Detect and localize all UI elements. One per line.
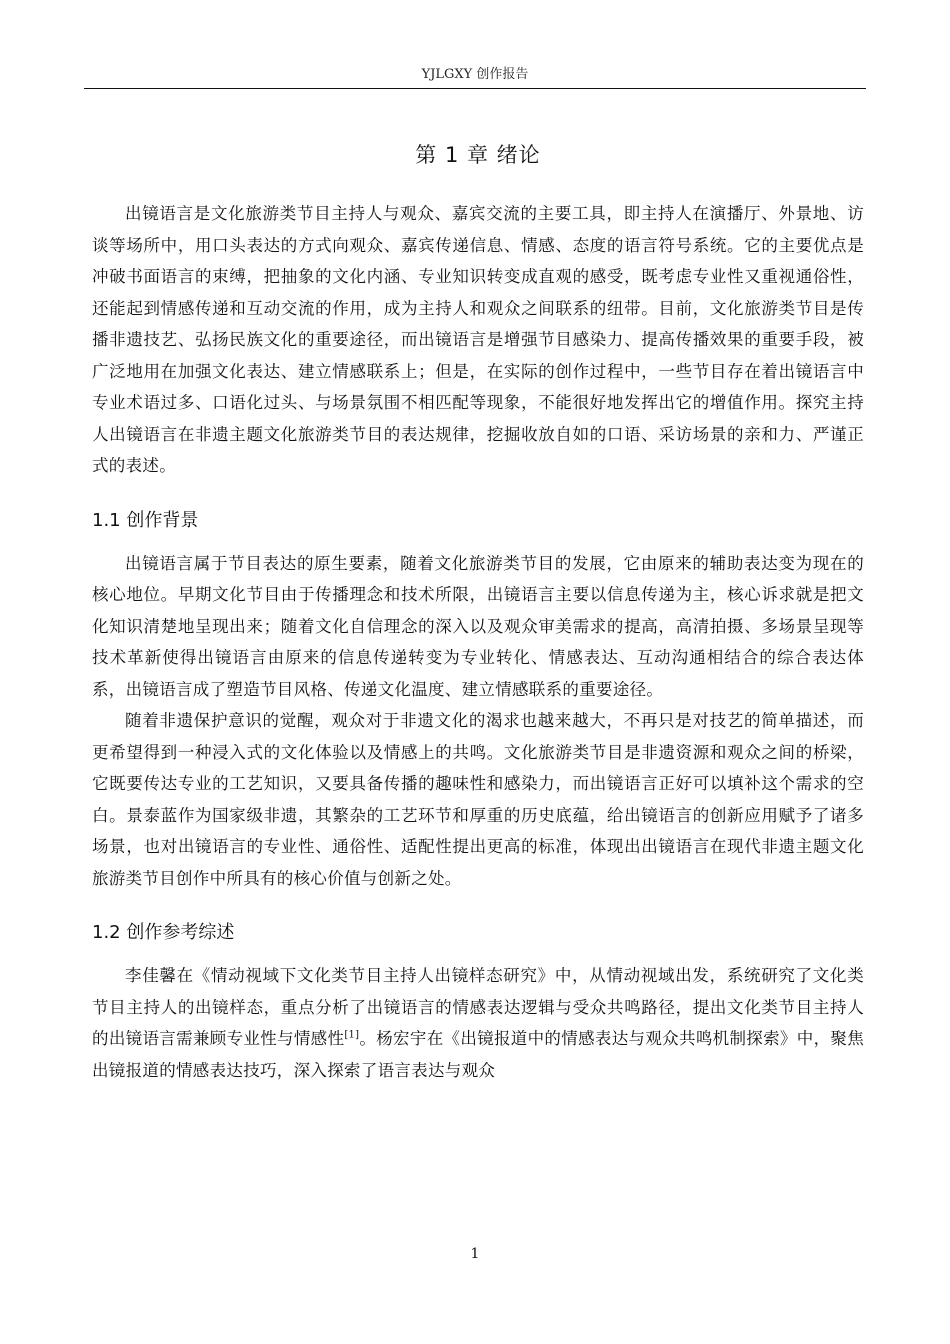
page-content bbox=[92, 140, 864, 1086]
section-title-1-2: 1.2 创作参考综述 bbox=[92, 922, 235, 943]
page-number: 1 bbox=[470, 1246, 480, 1262]
section-1-1-paragraph-1: 出镜语言属于节目表达的原生要素，随着文化旅游类节目的发展，它由原来的辅助表达变为现在的核心地位。早期文化节目由于传播理念和技术所限，出镜语言主要以信息传递为主，核心诉求就是把文化知识清楚地呈现出来；随着文化自信理念的深入以及观众审美需求的提高，高清拍摄、多场景呈现等技术革新使得出镜语言由原来的信息传递转变为专业转化、情感表达、互动沟通相结合的综合表达体系，出镜语言成了塑造节目风格、传递文化温度、建立情感联系的重要途径。 bbox=[92, 553, 864, 699]
chapter-title: 第 1 章 绪论 bbox=[415, 143, 541, 167]
section-1-1-paragraph-2: 随着非遗保护意识的觉醒，观众对于非遗文化的渴求也越来越大，不再只是对技艺的简单描述，而更希望得到一种浸入式的文化体验以及情感上的共鸣。文化旅游类节目是非遗资源和观众之间的桥梁，它既要传达专业的工艺知识，又要具备传播的趣味性和感染力，而出镜语言正好可以填补这个需求的空白。景泰蓝作为国家级非遗，其繁杂的工艺环节和厚重的历史底蕴，给出镜语言的创新应用赋予了诸多场景，也对出镜语言的专业性、通俗性、适配性提出更高的标准，体现出出镜语言在现代非遗主题文化旅游类节目创作中所具有的核心价值与创新之处。 bbox=[92, 711, 864, 888]
citation-marker[interactable]: [1] bbox=[344, 1029, 360, 1041]
section-title-1-1: 1.1 创作背景 bbox=[92, 509, 199, 531]
section-1-2-paragraph-1 bbox=[92, 960, 864, 1086]
running-header: YJLGXY 创作报告 bbox=[421, 67, 529, 82]
section-1-2-text-a: 李佳馨在《情动视域下文化类节目主持人出镜样态研究》中，从情动视域出发，系统研究了文化类节目主持人的出镜样态，重点分析了出镜语言的情感表达逻辑与受众共鸣路径，提出文化类节目主持人的出镜语言需兼顾专业性与情感性 bbox=[92, 966, 864, 1048]
section-1-2-text-b: 。杨宏宇在《出镜报道中的情感表达与观众共鸣机制探索》中，聚焦出镜报道的情感表达技巧，深入探索了语言表达与观众 bbox=[92, 1029, 865, 1080]
header-rule bbox=[84, 88, 866, 89]
chapter-intro-paragraph: 出镜语言是文化旅游类节目主持人与观众、嘉宾交流的主要工具，即主持人在演播厅、外景地、访谈等场所中，用口头表达的方式向观众、嘉宾传递信息、情感、态度的语言符号系统。它的主要优点是冲破书面语言的束缚，把抽象的文化内涵、专业知识转变成直观的感受，既考虑专业性又重视通俗性，还能起到情感传递和互动交流的作用，成为主持人和观众之间联系的纽带。目前，文化旅游类节目是传播非遗技艺、弘扬民族文化的重要途径，而出镜语言是增强节目感染力、提高传播效果的重要手段，被广泛地用在加强文化表达、建立情感联系上；但是，在实际的创作过程中，一些节目存在着出镜语言中专业术语过多、口语化过头、与场景氛围不相匹配等现象，不能很好地发挥出它的增值作用。探究主持人出镜语言在非遗主题文化旅游类节目的表达规律，挖掘收放自如的口语、采访场景的亲和力、严谨正式的表述。 bbox=[92, 204, 864, 475]
